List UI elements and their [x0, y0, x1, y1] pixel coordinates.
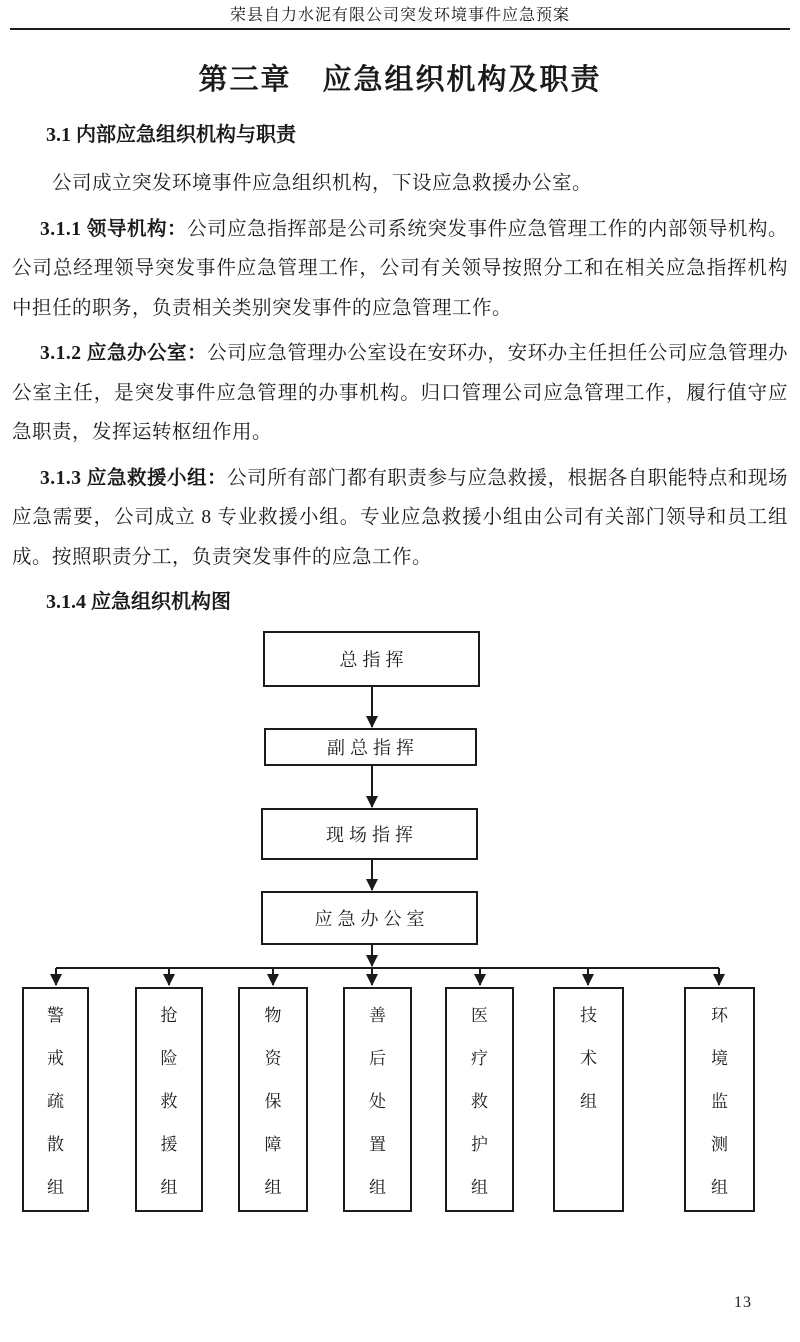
section-3-1-2-paragraph — [12, 334, 788, 453]
section-3-1-1-paragraph — [12, 210, 788, 329]
header-rule — [10, 28, 790, 30]
section-3-1-3-paragraph — [12, 459, 788, 578]
org-box-warning-evacuation-group: 警 戒 疏 散 组 — [22, 987, 89, 1212]
section-3-1-2-lead: 3.1.2 应急办公室： — [40, 343, 208, 364]
section-3-1-heading: 3.1 内部应急组织机构与职责 — [46, 124, 296, 146]
section-3-1-1-lead: 3.1.1 领导机构： — [40, 218, 188, 240]
org-chart — [0, 620, 800, 1230]
org-box-environment-monitoring-group: 环 境 监 测 组 — [684, 987, 755, 1212]
running-header-title: 荣县自力水泥有限公司突发环境事件应急预案 — [229, 7, 570, 24]
org-box-technical-group: 技 术 组 — [553, 987, 624, 1212]
section-3-1-3-body: 公司所有部门都有职责参与应急救援，根据各自职能特点和现场应急需要，公司成立 8 专业救援小组。专业应急救援小组由公司有关部门领导和员工组成。按照职责分工，负责突发事件的应急工作。 — [12, 467, 788, 568]
org-box-emergency-office: 应急办公室 — [261, 891, 478, 945]
org-box-material-support-group: 物 资 保 障 组 — [238, 987, 308, 1212]
section-3-1-intro-paragraph: 公司成立突发环境事件应急组织机构，下设应急救援办公室。 — [52, 173, 593, 194]
section-3-1-2-body: 公司应急管理办公室设在安环办，安环办主任担任公司应急管理办公室主任，是突发事件应急管理的办事机构。归口管理公司应急管理工作，履行值守应急职责，发挥运转枢纽作用。 — [12, 343, 788, 443]
org-box-medical-aid-group: 医 疗 救 护 组 — [445, 987, 514, 1212]
org-box-chief-commander: 总指挥 — [263, 631, 480, 687]
org-box-onsite-commander: 现场指挥 — [261, 808, 478, 860]
section-3-1-4-heading: 3.1.4 应急组织机构图 — [46, 591, 231, 613]
section-3-1-3-lead: 3.1.3 应急救援小组： — [40, 467, 228, 489]
org-box-aftermath-group: 善 后 处 置 组 — [343, 987, 412, 1212]
chapter-title: 第三章 应急组织机构及职责 — [198, 64, 602, 96]
org-box-deputy-chief-commander: 副总指挥 — [264, 728, 477, 766]
section-3-1-1-body: 公司应急指挥部是公司系统突发事件应急管理工作的内部领导机构。公司总经理领导突发事件应急管理工作，公司有关领导按照分工和在相关应急指挥机构中担任的职务，负责相关类别突发事件的应急管理工作。 — [12, 218, 788, 319]
page-number: 13 — [734, 1294, 752, 1311]
org-box-rescue-group: 抢 险 救 援 组 — [135, 987, 203, 1212]
